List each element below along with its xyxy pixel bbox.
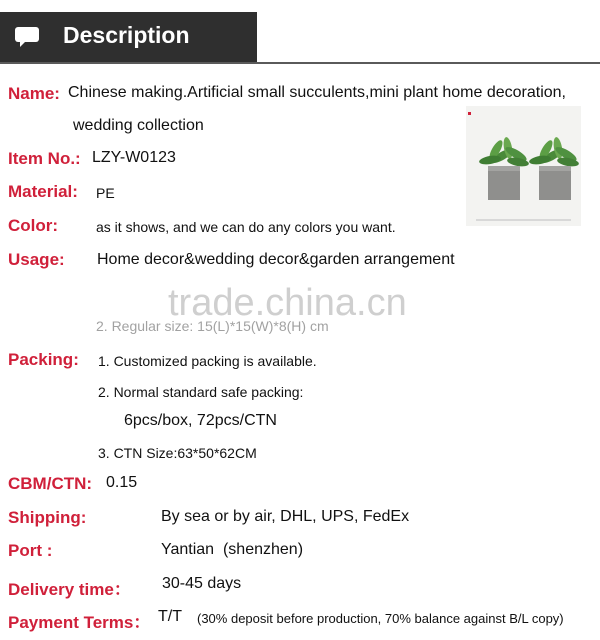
delivery-value: 30-45 days	[162, 575, 242, 592]
item-no-value: LZY-W0123	[92, 149, 176, 166]
shipping-value: By sea or by air, DHL, UPS, FedEx	[161, 508, 410, 525]
item-no-label: Item No.:	[8, 149, 81, 168]
packing-line1: 1. Customized packing is available.	[98, 353, 317, 369]
packing-line3: 6pcs/box, 72pcs/CTN	[124, 412, 277, 429]
usage-label: Usage:	[8, 250, 65, 269]
shipping-label: Shipping:	[8, 508, 87, 527]
payment-note: (30% deposit before production, 70% balance against B/L copy)	[197, 611, 564, 626]
payment-label: Payment Terms：	[8, 613, 151, 632]
header-divider	[0, 62, 600, 64]
material-label: Material:	[8, 182, 78, 201]
delivery-label: Delivery time：	[8, 580, 131, 599]
name-label: Name:	[8, 84, 60, 103]
header-title: Description	[63, 22, 190, 48]
packing-line4: 3. CTN Size:63*50*62CM	[98, 445, 257, 461]
port-value: Yantian (shenzhen)	[161, 541, 304, 558]
cbm-value: 0.15	[106, 474, 138, 491]
color-value: as it shows, and we can do any colors you want.	[96, 219, 396, 235]
port-label: Port :	[8, 541, 53, 560]
name-value-line2: wedding collection	[73, 117, 204, 134]
cbm-label: CBM/CTN:	[8, 474, 93, 493]
packing-line2: 2. Normal standard safe packing:	[98, 384, 304, 400]
packing-label: Packing:	[8, 350, 79, 369]
payment-value: T/T	[158, 608, 182, 625]
usage-value: Home decor&wedding decor&garden arrangement	[97, 251, 455, 268]
product-photo	[466, 106, 581, 226]
obscured-size-row: 2. Regular size: 15(L)*15(W)*8(H) cm	[96, 318, 329, 334]
name-value-line1: Chinese making.Artificial small succulents,mini plant home decoration,	[68, 84, 566, 101]
color-label: Color:	[8, 216, 59, 235]
material-value: PE	[96, 185, 115, 201]
watermark: trade.china.cn	[168, 282, 407, 324]
speech-bubble-icon	[14, 26, 40, 48]
